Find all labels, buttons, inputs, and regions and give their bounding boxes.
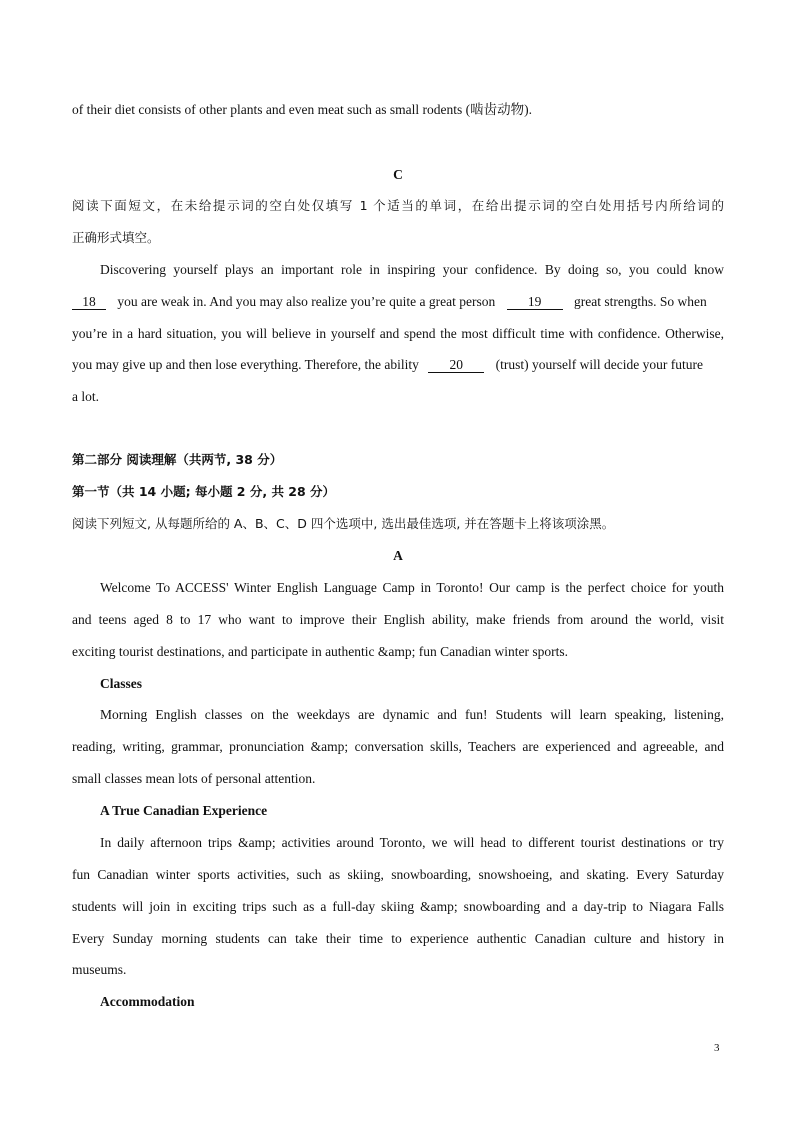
paragraph-line: exciting tourist destinations, and participate in authentic &amp; fun Canadian winter sports. [72,644,569,659]
paragraph-text: you are weak in. And you may also realize you’re quite a great person [117,294,496,309]
subheading-experience: A True Canadian Experience [100,803,268,818]
paragraph-line: Every Sunday morning students can take their time to experience authentic Canadian culture and history in [72,931,724,946]
paragraph-text: you may give up and then lose everything. Therefore, the ability [72,357,419,372]
paragraph-text: (trust) yourself will decide your future [495,357,703,372]
paragraph-line: Morning English classes on the weekdays are dynamic and fun! Students will learn speaking, listening, [100,707,724,722]
passage-heading: A [393,548,403,563]
paragraph-line: you’re in a hard situation, you will believe in yourself and spend the most difficult time with confidence. Otherwise, [72,326,724,341]
paragraph-line: a lot. [72,389,99,404]
text-line: of their diet consists of other plants and even meat such as small rodents (啮齿动物). [72,102,533,117]
paragraph-line: In daily afternoon trips &amp; activities around Toronto, we will head to different tourist destinations or try [100,835,724,850]
paragraph-line: Discovering yourself plays an important role in inspiring your confidence. By doing so, you could know [100,262,724,277]
blank-20[interactable]: 20 [428,357,484,373]
paragraph-text: great strengths. So when [574,294,707,309]
instructions-line: 阅读下列短文, 从每题所给的 A、B、C、D 四个选项中, 选出最佳选项, 并在答题卡上将该项涂黑。 [72,516,615,531]
paragraph-line: small classes mean lots of personal attention. [72,771,316,786]
paragraph-line [72,293,724,311]
instructions-line: 正确形式填空。 [72,230,160,245]
subheading-accommodation: Accommodation [100,994,195,1009]
paragraph-line: museums. [72,962,127,977]
blank-18[interactable]: 18 [72,294,106,310]
paragraph-line: fun Canadian winter sports activities, such as skiing, snowboarding, snowshoeing, and skating. Every Saturday [72,867,724,882]
instructions-line: 阅读下面短文，在未给提示词的空白处仅填写 1 个适当的单词，在给出提示词的空白处用括号内所给词的 [72,198,724,213]
subheading-classes: Classes [100,676,143,691]
paragraph-line [72,356,724,374]
section-heading: C [393,167,403,182]
section-subtitle: 第一节（共 14 小题; 每小题 2 分, 共 28 分） [72,484,336,499]
paragraph-line: and teens aged 8 to 17 who want to improve their English ability, make friends from around the world, visit [72,612,724,627]
paragraph-line: reading, writing, grammar, pronunciation &amp; conversation skills, Teachers are experienced and agreeable, and [72,739,724,754]
blank-19[interactable]: 19 [507,294,563,310]
paragraph-line: Welcome To ACCESS' Winter English Language Camp in Toronto! Our camp is the perfect choice for youth [100,580,724,595]
page-number: 3 [714,1042,720,1054]
paragraph-line: students will join in exciting trips such as a full-day skiing &amp; snowboarding and a day-trip to Niagara Falls [72,899,724,914]
part-title: 第二部分 阅读理解（共两节, 38 分） [72,452,283,467]
